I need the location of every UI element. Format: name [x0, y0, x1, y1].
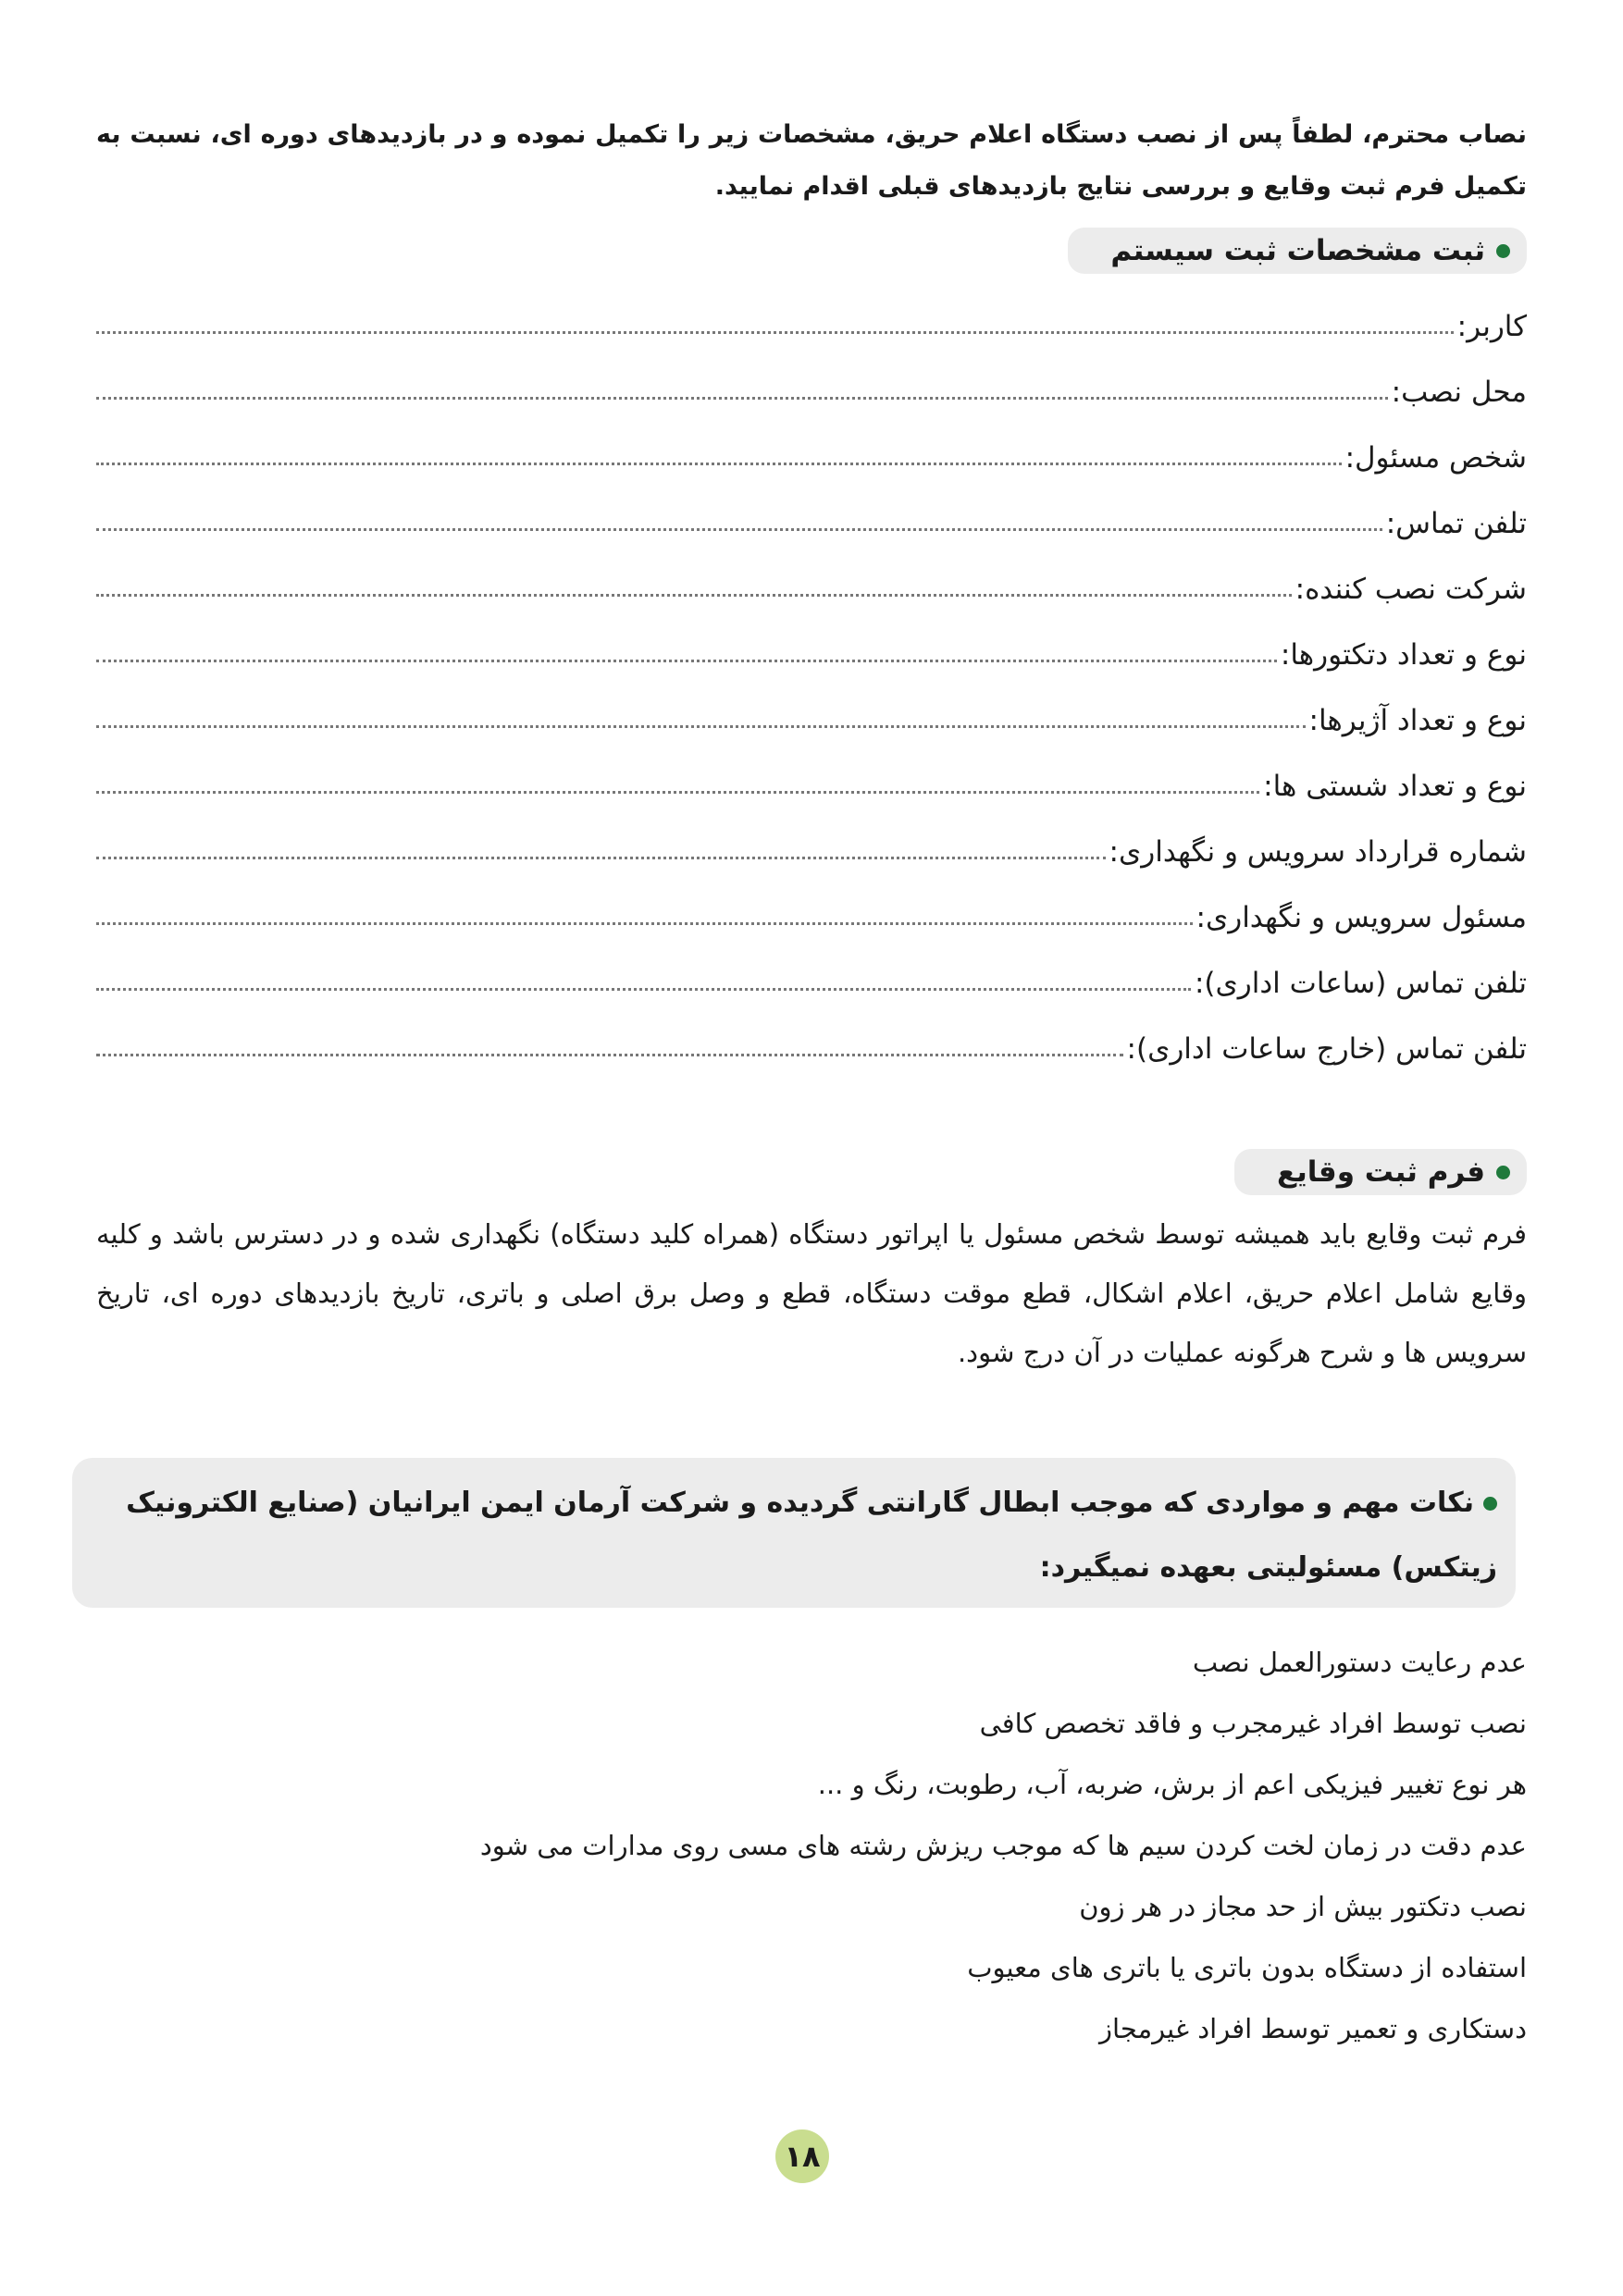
list-item: هر نوع تغییر فیزیکی اعم از برش، ضربه، آب، رطوبت، رنگ و ... — [817, 1769, 1527, 1800]
field-label: شرکت نصب کننده: — [1295, 573, 1527, 606]
field-user — [96, 289, 1527, 354]
incident-section-heading — [1234, 1149, 1527, 1195]
list-item: عدم دقت در زمان لخت کردن سیم ها که موجب ریزش رشته های مسی روی مدارات می شود — [479, 1830, 1527, 1861]
bullet-dot-icon — [1483, 1497, 1497, 1511]
dotted-fill-line — [96, 857, 1106, 859]
field-responsible-person — [96, 420, 1527, 486]
dotted-fill-line — [96, 528, 1382, 531]
field-installer-company — [96, 551, 1527, 617]
system-section-title: ثبت مشخصات ثبت سیستم — [1110, 234, 1485, 267]
list-item: استفاده از دستگاه بدون باتری یا باتری های معیوب — [967, 1952, 1527, 1983]
dotted-fill-line — [96, 594, 1292, 597]
bullet-dot-icon — [1496, 244, 1510, 258]
field-phone-office-hours — [96, 945, 1527, 1011]
field-label: نوع و تعداد دتکتورها: — [1280, 638, 1527, 672]
dotted-fill-line — [96, 1054, 1123, 1056]
list-item: عدم رعایت دستورالعمل نصب — [1192, 1647, 1527, 1678]
system-fields — [96, 289, 1527, 1077]
field-sirens — [96, 683, 1527, 748]
field-contract-number — [96, 814, 1527, 880]
list-item: نصب دتکتور بیش از حد مجاز در هر زون — [1079, 1891, 1527, 1922]
dotted-fill-line — [96, 660, 1277, 662]
field-phone — [96, 486, 1527, 551]
page-content — [96, 109, 1527, 2059]
warranty-section-title: نکات مهم و مواردی که موجب ابطال گارانتی گردیده و شرکت آرمان ایمن ایرانیان (صنایع الکترونیک زیتکس) مسئولیتی بعهده نمیگیرد: — [126, 1487, 1497, 1584]
incident-section-title: فرم ثبت وقایع — [1276, 1155, 1485, 1189]
field-label: شخص مسئول: — [1344, 441, 1527, 475]
field-install-location — [96, 354, 1527, 420]
warranty-heading-box — [72, 1458, 1516, 1608]
system-section-heading — [1068, 228, 1527, 274]
field-label: تلفن تماس (خارج ساعات اداری): — [1126, 1032, 1527, 1066]
field-label: مسئول سرویس و نگهداری: — [1196, 901, 1527, 934]
field-label: محل نصب: — [1391, 376, 1527, 409]
dotted-fill-line — [96, 791, 1259, 794]
field-label: کاربر: — [1456, 310, 1527, 343]
field-label: تلفن تماس: — [1385, 507, 1527, 540]
field-phone-after-hours — [96, 1011, 1527, 1077]
dotted-fill-line — [96, 988, 1191, 991]
list-item: نصب توسط افراد غیرمجرب و فاقد تخصص کافی — [979, 1708, 1527, 1739]
field-label: نوع و تعداد شستی ها: — [1263, 770, 1527, 803]
warranty-conditions-list — [96, 1632, 1527, 2059]
bullet-dot-icon — [1496, 1166, 1510, 1179]
dotted-fill-line — [96, 725, 1306, 728]
dotted-fill-line — [96, 463, 1342, 465]
intro-paragraph: نصاب محترم، لطفاً پس از نصب دستگاه اعلام حریق، مشخصات زیر را تکمیل نموده و در بازدیدهای دوره ای، نسبت به تکمیل فرم ثبت وقایع و بررسی نتایج بازدیدهای قبلی اقدام نمایید. — [96, 120, 1527, 201]
dotted-fill-line — [96, 397, 1388, 400]
field-detectors — [96, 617, 1527, 683]
dotted-fill-line — [96, 331, 1454, 334]
incident-paragraph: فرم ثبت وقایع باید همیشه توسط شخص مسئول یا اپراتور دستگاه (همراه کلید دستگاه) نگهداری شده و در دسترس باشد و کلیه وقایع شامل اعلام حریق، اعلام اشکال، قطع موقت دستگاه، قطع و وصل برق اصلی و باتری، تاریخ بازدیدهای دوره ای، تاریخ سرویس ها و شرح هرگونه عملیات در آن درج شود. — [96, 1218, 1527, 1368]
field-label: تلفن تماس (ساعات اداری): — [1194, 967, 1527, 1000]
page-number-badge: ۱۸ — [775, 2129, 829, 2183]
field-push-buttons — [96, 748, 1527, 814]
field-label: نوع و تعداد آژیرها: — [1308, 704, 1527, 737]
field-label: شماره قرارداد سرویس و نگهداری: — [1109, 835, 1527, 869]
list-item: دستکاری و تعمیر توسط افراد غیرمجاز — [1099, 2013, 1527, 2044]
dotted-fill-line — [96, 922, 1193, 925]
field-service-manager — [96, 880, 1527, 945]
